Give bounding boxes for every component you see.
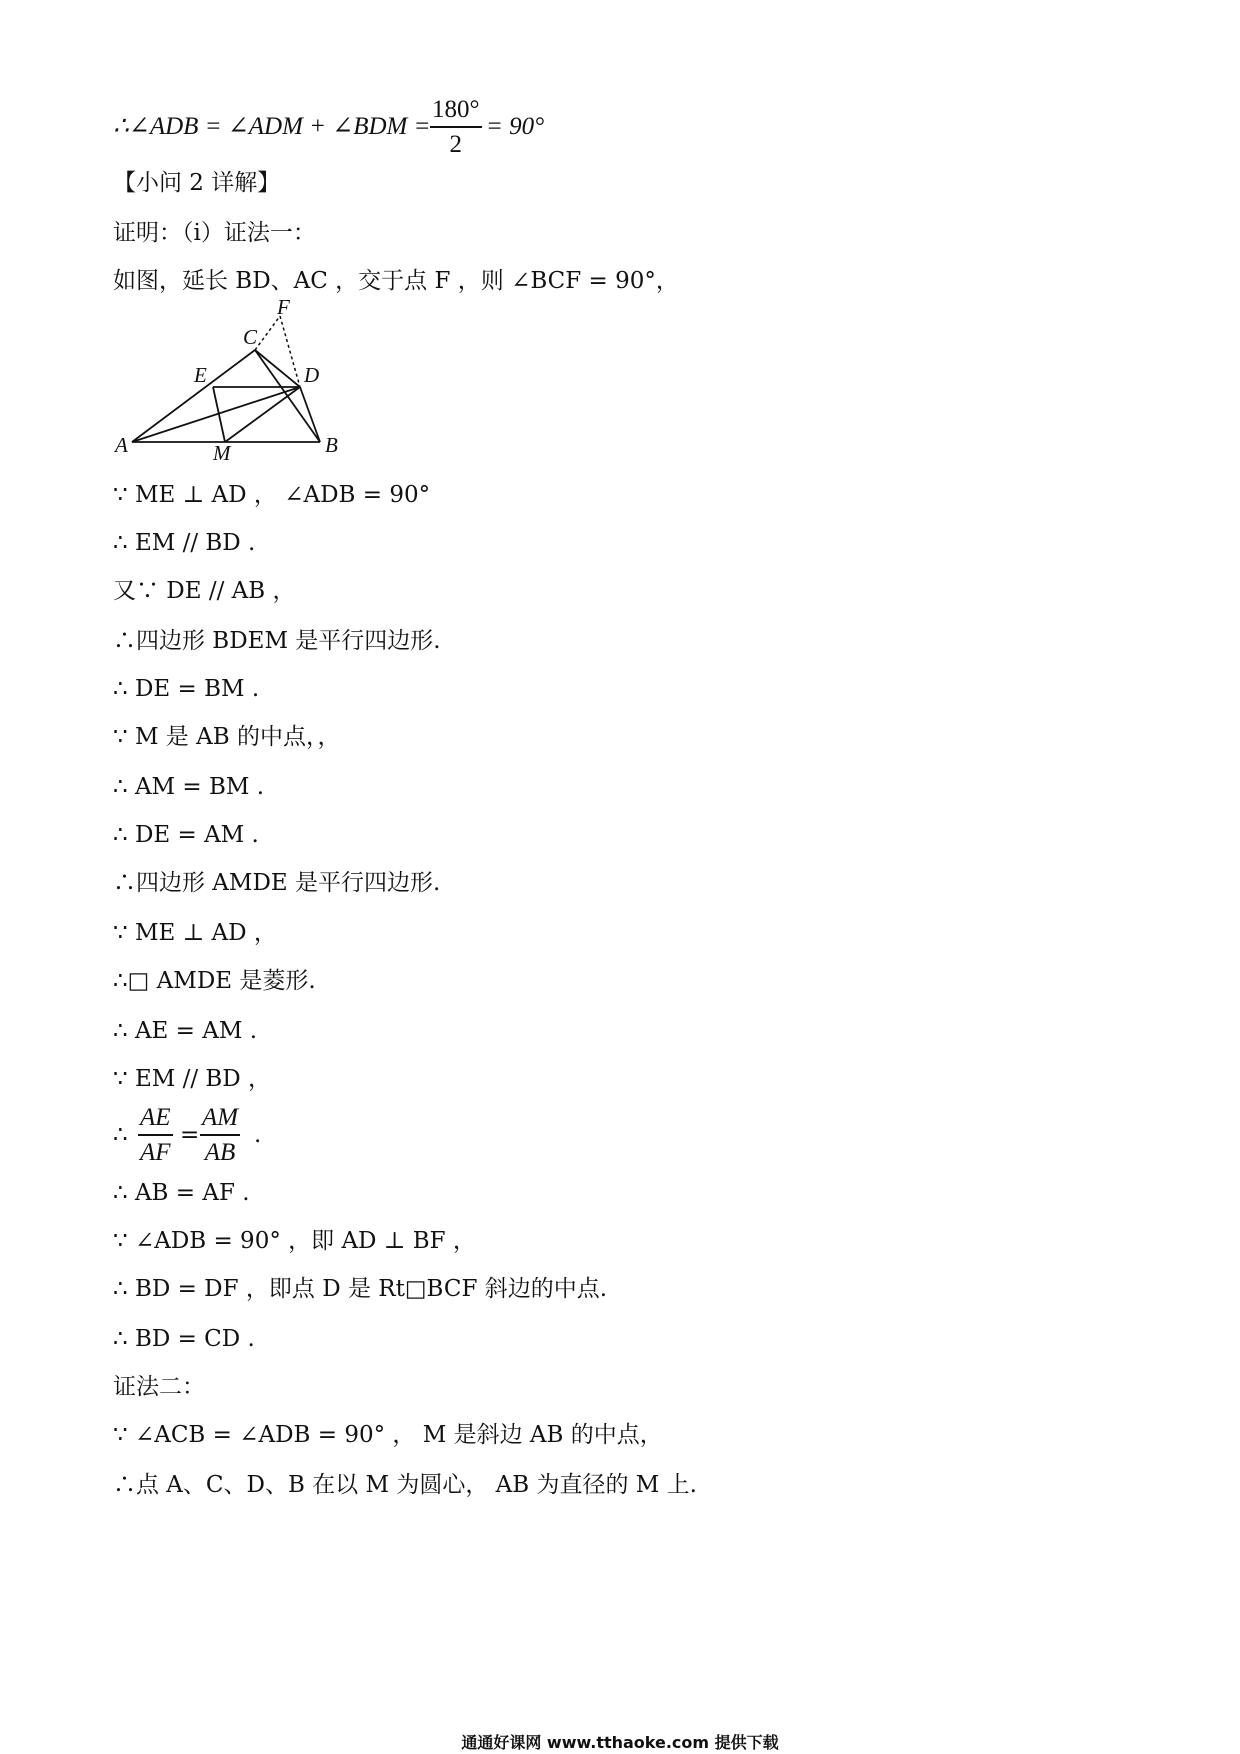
equation-line-1-result	[486, 112, 544, 142]
text-line: ∵ ME ⊥ AD ，	[113, 920, 277, 946]
fraction-denominator: AB	[204, 1139, 236, 1166]
point-label-B: B	[325, 433, 338, 457]
text-line: 又∵ DE // AB ，	[113, 578, 296, 604]
proof-method-1: 证明：（ⅰ）证法一：	[113, 220, 316, 246]
text-line: ∵ ∠ACB = ∠ADB = 90° ， M 是斜边 AB 的中点，	[113, 1422, 663, 1448]
fraction-denominator: AF	[140, 1139, 171, 1166]
text-line: ∴ BD = DF ，即点 D 是 Rt□BCF 斜边的中点.	[113, 1276, 608, 1302]
fraction-AM-over-AB	[200, 1104, 240, 1168]
fraction-numerator: AE	[138, 1104, 173, 1136]
fraction-180-over-2	[430, 96, 482, 160]
proof-method-2: 证法二：	[113, 1374, 205, 1400]
fraction-denominator: 2	[449, 131, 462, 158]
equation-result: = 90°	[486, 113, 545, 140]
text-line: ∵ EM // BD ，	[113, 1066, 272, 1092]
fraction-numerator: 180°	[430, 96, 482, 128]
text-line: ∴ DE = AM .	[113, 822, 259, 848]
point-label-A: A	[115, 433, 128, 457]
fraction-period: .	[254, 1122, 262, 1148]
text-line: ∴ EM // BD .	[113, 530, 256, 556]
text-line: ∴四边形 AMDE 是平行四边形.	[113, 870, 441, 896]
point-label-C: C	[243, 325, 258, 349]
fraction-equals: =	[180, 1122, 200, 1148]
text-line: ∴ BD = CD .	[113, 1326, 255, 1352]
text-line: ∴ AM = BM .	[113, 774, 265, 800]
text-line: 如图，延长 BD、AC ，交于点 F ，则 ∠BCF = 90°，	[113, 268, 679, 294]
point-label-E: E	[194, 363, 207, 387]
text-line: ∵ ∠ADB = 90° ，即 AD ⊥ BF ，	[113, 1228, 476, 1254]
text-line: ∴ AE = AM .	[113, 1018, 258, 1044]
text-line: ∴ AB = AF .	[113, 1180, 250, 1206]
equation-left: ∴∠ADB = ∠ADM + ∠BDM =	[113, 113, 431, 140]
text-line: ∴四边形 BDEM 是平行四边形.	[113, 628, 441, 654]
text-line: ∵ ME ⊥ AD ， ∠ADB = 90°	[113, 482, 431, 508]
fraction-line-therefore: ∴	[113, 1122, 128, 1148]
text-line: ∴ DE = BM .	[113, 676, 260, 702]
text-line: ∴点 A、C、D、B 在以 M 为圆心， AB 为直径的 M 上.	[113, 1472, 697, 1498]
equation-line-1	[113, 112, 431, 142]
fraction-numerator: AM	[200, 1104, 240, 1136]
fraction-AE-over-AF	[138, 1104, 173, 1168]
point-label-M: M	[213, 441, 231, 460]
page-footer: 通通好课网 www.tthaoke.com 提供下载	[461, 1733, 779, 1752]
text-line: ∵ M 是 AB 的中点，，	[113, 724, 341, 750]
geometry-figure	[110, 300, 350, 460]
point-label-F: F	[277, 300, 290, 319]
point-label-D: D	[304, 363, 320, 387]
section-heading: 【小问 2 详解】	[113, 170, 281, 196]
text-line: ∴□ AMDE 是菱形.	[113, 968, 316, 994]
